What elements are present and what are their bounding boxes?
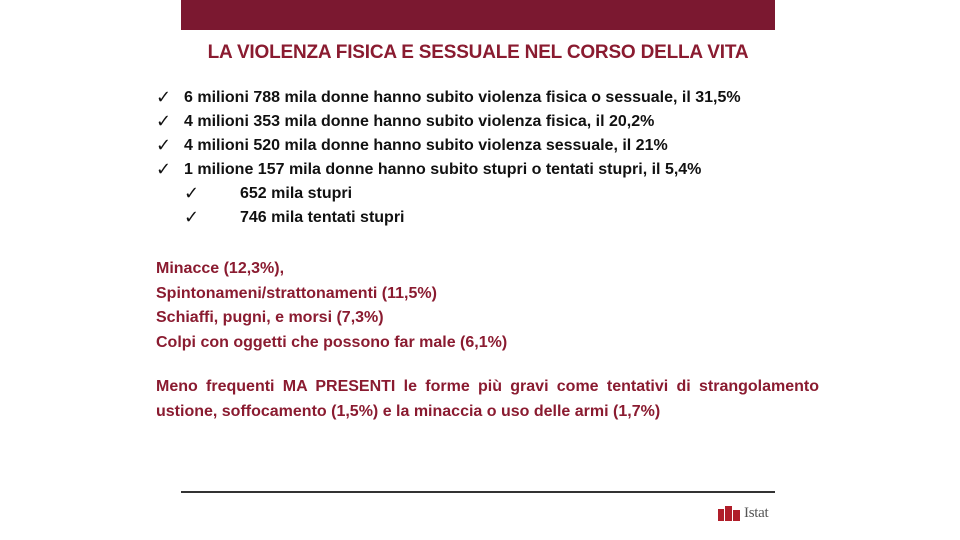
checkmark-icon: ✓ — [184, 207, 200, 228]
checkmark-icon: ✓ — [184, 183, 200, 204]
checkmark-icon: ✓ — [156, 159, 172, 180]
list-item — [156, 86, 836, 110]
checkmark-icon: ✓ — [156, 135, 172, 156]
violence-acts-list — [156, 257, 816, 355]
severe-forms-paragraph: Meno frequenti MA PRESENTI le forme più gravi come tentativi di strangolamento ustione, soffocamento (1,5%) e la minaccia o uso delle armi (1,7%) — [156, 378, 819, 420]
sub-list-item — [156, 206, 836, 230]
header-bar — [181, 0, 775, 30]
checkmark-icon: ✓ — [156, 111, 172, 132]
list-item-text: 1 milione 157 mila donne hanno subito stupri o tentati stupri, il 5,4% — [184, 161, 702, 178]
act-item: Minacce (12,3%), — [156, 260, 285, 277]
footer-divider — [181, 491, 775, 493]
list-item — [156, 134, 836, 158]
act-item: Schiaffi, pugni, e morsi (7,3%) — [156, 309, 384, 326]
sub-list-item-text: 746 mila tentati stupri — [240, 209, 405, 226]
statistics-list — [156, 86, 836, 230]
slide-title: LA VIOLENZA FISICA E SESSUALE NEL CORSO DELLA VITA — [207, 42, 749, 63]
istat-logo — [718, 504, 768, 522]
sub-list-item-text: 652 mila stupri — [240, 185, 353, 202]
list-item-text: 4 milioni 520 mila donne hanno subito violenza sessuale, il 21% — [184, 137, 668, 154]
list-item-text: 6 milioni 788 mila donne hanno subito violenza fisica o sessuale, il 31,5% — [184, 89, 741, 106]
logo-text: Istat — [744, 504, 769, 521]
list-item — [156, 110, 836, 134]
list-item-text: 4 milioni 353 mila donne hanno subito violenza fisica, il 20,2% — [184, 113, 655, 130]
sub-list-item — [156, 182, 836, 206]
list-item — [156, 158, 836, 182]
istat-logo-icon — [718, 505, 740, 521]
act-item: Colpi con oggetti che possono far male (6,1%) — [156, 333, 508, 351]
act-item: Spintonameni/strattonamenti (11,5%) — [156, 284, 437, 302]
checkmark-icon: ✓ — [156, 87, 172, 108]
